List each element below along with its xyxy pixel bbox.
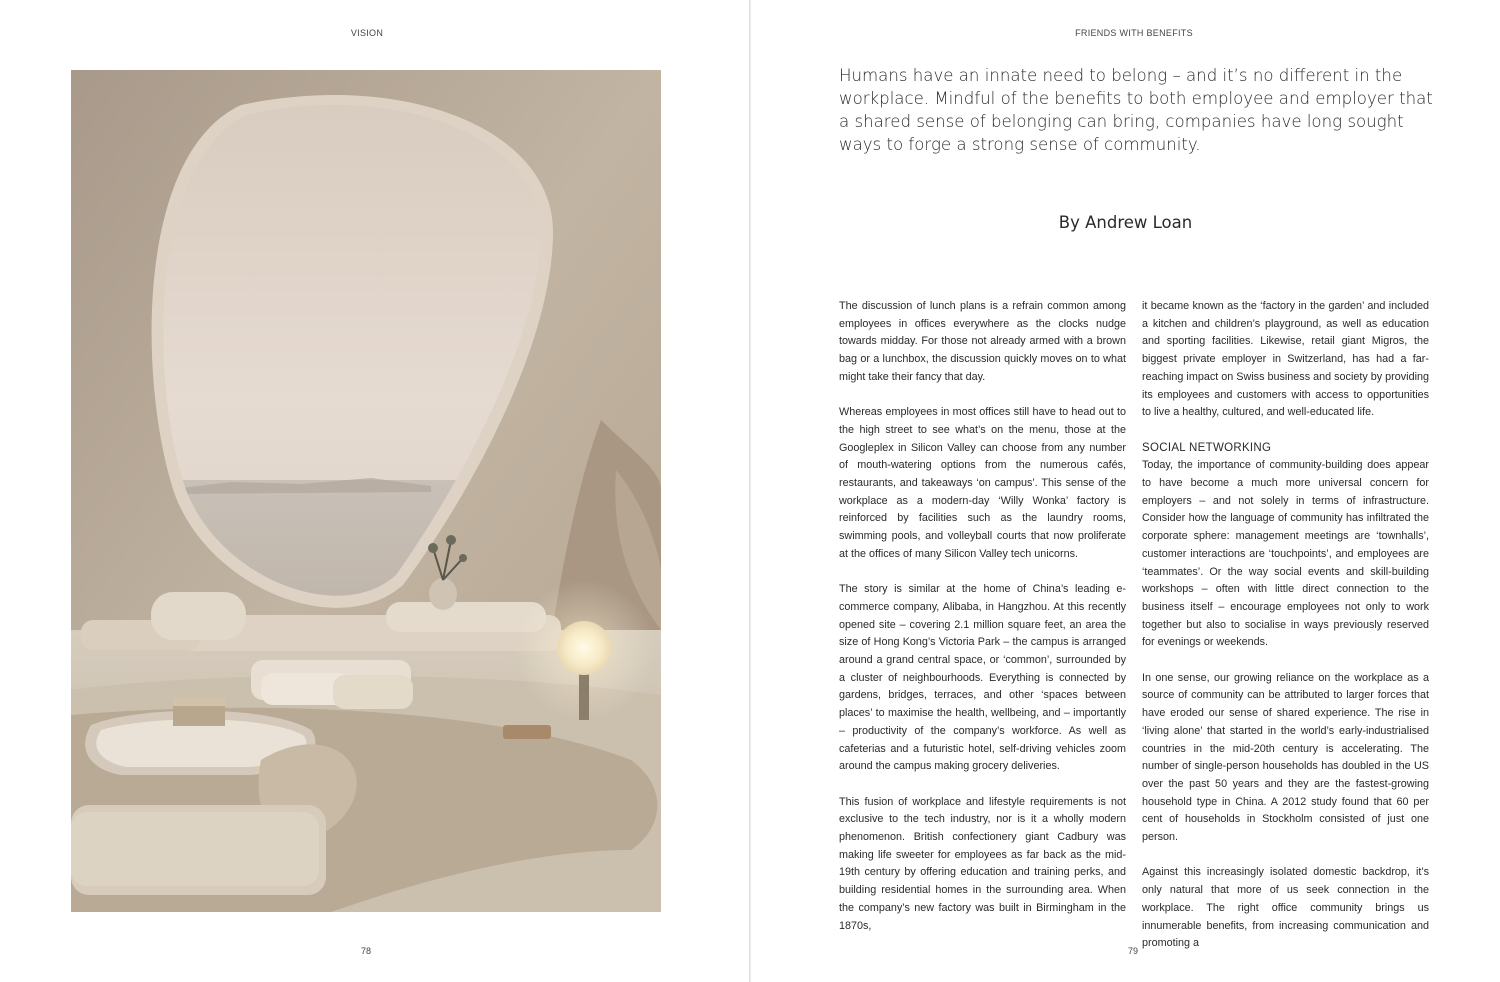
page-number-right: 79 — [1127, 946, 1139, 956]
section-heading: SOCIAL NETWORKING — [1142, 441, 1272, 454]
right-page — [751, 0, 1500, 982]
byline: By Andrew Loan — [1058, 213, 1193, 232]
page-number-left: 78 — [360, 946, 372, 956]
left-page — [0, 0, 749, 982]
running-head-left: VISION — [350, 28, 384, 38]
paragraph: Whereas employees in most offices still have to head out to the high street to see what’s on the menu, those at the Googleplex in Silicon Valley can choose from any number of mouth-watering options from the numerous cafés, restaurants, and takeaways ‘on campus’. This sense of the workplace as a modern-day ‘Willy Wonka’ factory is reinforced by facilities such as the laundry rooms, swimming pools, and volleyball courts that now proliferate at the offices of many Silicon Valley tech unicorns. — [839, 406, 1126, 560]
paragraph: This fusion of workplace and lifestyle requirements is not exclusive to the tech industry, nor is it a wholly modern phenomenon. British confectionery giant Cadbury was making life sweeter for employees as far back as the mid-19th century by offering education and training perks, and building residential homes in the surrounding area. When the company’s new factory was built in Birmingham in the 1870s, — [839, 795, 1126, 932]
paragraph: In one sense, our growing reliance on the workplace as a source of community can be attributed to larger forces that have eroded our sense of shared experience. The rise in ‘living alone’ that started in the world’s early-industrialised countries in the mid-20th century is accelerating. The number of single-person households has doubled in the US over the past 50 years and they are the fastest-growing household type in China. A 2012 study found that 60 per cent of households in Stockholm consisted of just one person. — [1142, 671, 1429, 844]
article-column-1 — [839, 298, 1126, 953]
article-column-2 — [1142, 298, 1429, 971]
paragraph: The story is similar at the home of China’s leading e-commerce company, Alibaba, in Hangzhou. At this recently opened site – covering 2.1 million square feet, an area the size of Hong Kong’s Victoria Park – the campus is arranged around a grand central space, or ‘common’, surrounded by a cluster of neighbourhoods. Everything is connected by gardens, bridges, terraces, and other ‘spaces between places’ to maximise the health, wellbeing, and – importantly – productivity of the company’s workforce. As well as cafeterias and a futuristic hotel, self-driving vehicles zoom around the campus making grocery deliveries. — [839, 583, 1126, 773]
paragraph: Today, the importance of community-building does appear to have become a much more universal concern for employers – and not solely in terms of infrastructure. Consider how the language of community has infiltrated the corporate sphere: management meetings are ‘townhalls’, customer interactions are ‘touchpoints’, and employees are ‘teammates’. Or the way social events and skill-building workshops – often with little direct connection to the business itself – encourage employees not only to work together but also to socialise in ways previously reserved for evenings or weekends. — [1142, 459, 1429, 649]
paragraph: The discussion of lunch plans is a refrain common among employees in offices everywhere as the clocks nudge towards midday. For those not already armed with a brown bag or a lunchbox, the discussion quickly moves on to what might take their fancy that day. — [839, 300, 1126, 383]
standfirst: Humans have an innate need to belong – and it’s no different in the workplace. Mindful of the benefits to both employee and employer that a shared sense of belonging can bring, companies have long sought ways to forge a strong sense of community. — [839, 66, 1433, 154]
running-head-right: FRIENDS WITH BENEFITS — [1075, 28, 1193, 38]
interior-photo — [71, 70, 661, 912]
paragraph: Against this increasingly isolated domestic backdrop, it’s only natural that more of us seek connection in the workplace. The right office community brings us innumerable benefits, from increasing communication and promoting a — [1142, 866, 1429, 950]
paragraph: it became known as the ‘factory in the garden’ and included a kitchen and children’s playground, as well as education and sporting facilities. Likewise, retail giant Migros, the biggest private employer in Switzerland, has had a far-reaching impact on Swiss business and society by providing its employees and customers with access to opportunities to live a healthy, cultured, and well-educated life. — [1142, 300, 1429, 419]
